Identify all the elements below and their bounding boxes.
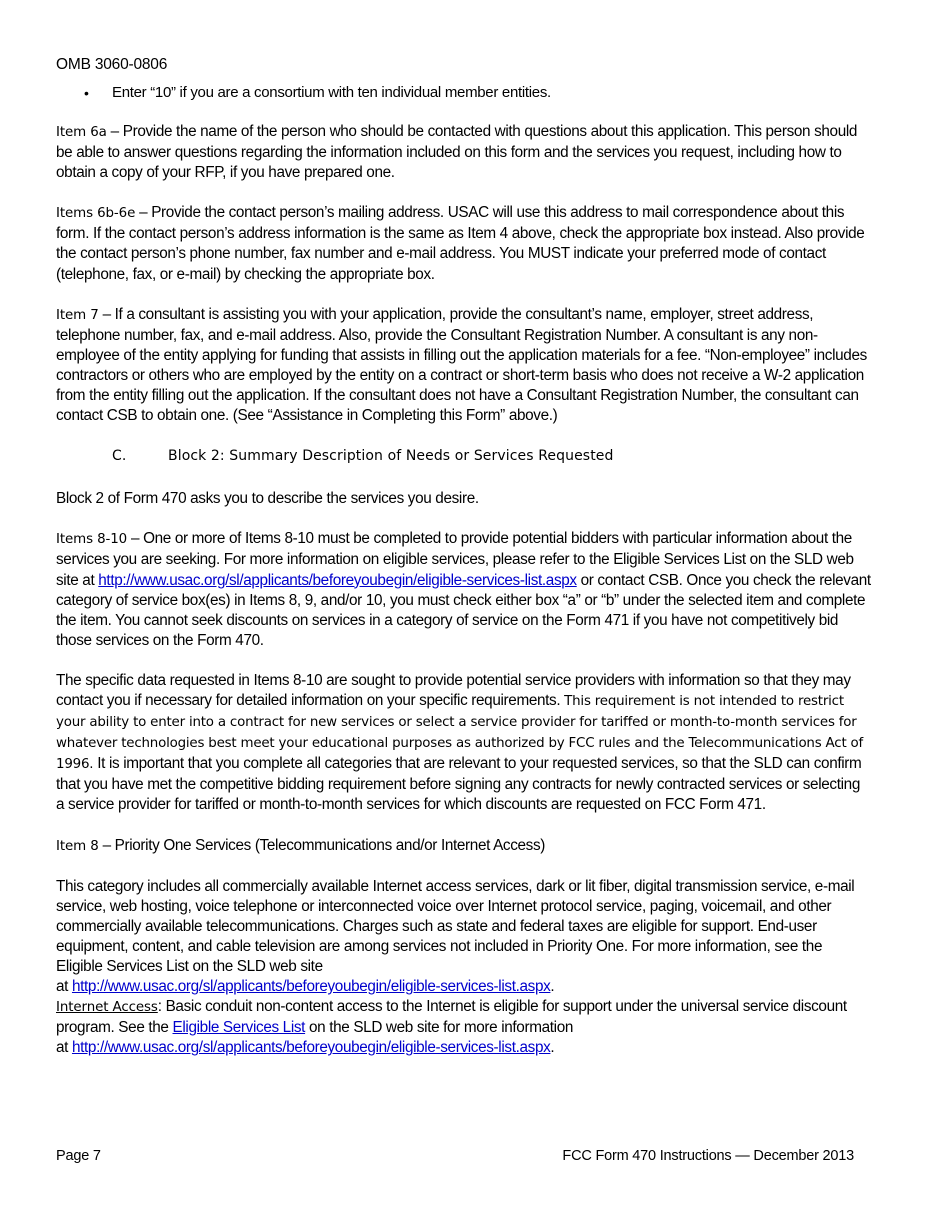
item-8-text: – Priority One Services (Telecommunications and/or Internet Access): [98, 836, 546, 854]
category-paragraph: [56, 877, 871, 998]
items-8-10-text-2: or contact CSB. Once you check the relevant category of service box(es) in Items 8, 9, and/or 10, you must check either box “a” or “b” under the selected item and complete the item. You cannot seek discounts on services in a category of service on the Form 471 if you have not competitively bid those services on the Form 470.: [56, 571, 871, 649]
internet-access-paragraph: [56, 997, 871, 1058]
page-footer: [56, 1146, 854, 1166]
eligible-services-list-link[interactable]: Eligible Services List: [172, 1019, 306, 1037]
category-end: .: [550, 978, 555, 996]
item-6a-text: – Provide the name of the person who should be contacted with questions about this application. This person should be able to answer questions regarding the information included on this form and the services you request, including how to obtain a copy of your RFP, if you have prepared one.: [56, 123, 858, 182]
eligible-services-link[interactable]: http://www.usac.org/sl/applicants/beforeyoubegin/eligible-services-list.aspx: [98, 571, 577, 589]
items-6b-6e-text: – Provide the contact person’s mailing address. USAC will use this address to mail correspondence about this form. If the contact person’s address information is the same as Item 4 above, check the appropriate box instead. Also provide the contact person’s phone number, fax number and e-mail address. You MUST indicate your preferred mode of contact (telephone, fax, or e-mail) by checking the appropriate box.: [56, 204, 865, 283]
specific-data-text-2: It is important that you complete all categories that are relevant to your requested services, so that the SLD can confirm that you have met the competitive bidding requirement before signing any contracts for newly contracted services or selecting a service provider for tariffed or month-to-month services for which discounts are requested on FCC Form 471.: [56, 755, 862, 814]
items-8-10-term: Items 8-10: [56, 532, 128, 548]
section-title: Block 2: Summary Description of Needs or Services Requested: [168, 448, 614, 465]
items-6b-6e-paragraph: [56, 203, 871, 284]
category-at: at: [56, 978, 72, 996]
internet-access-text-2: on the SLD web site for more information: [305, 1019, 574, 1037]
item-7-paragraph: [56, 305, 871, 427]
internet-access-at: at: [56, 1039, 72, 1057]
specific-data-requirement: This requirement is not intended to restrict your ability to enter into a contract for new services or select a service provider for tariffed or month-to-month services for whatever technologies best meet your educational purposes as authorized by FCC rules and the Telecommunications Act of 1996.: [56, 693, 864, 773]
bullet-dot-icon: •: [84, 85, 89, 101]
item-7-term: Item 7: [56, 307, 99, 323]
page-number: Page 7: [56, 1148, 101, 1164]
internet-access-url-link[interactable]: http://www.usac.org/sl/applicants/beforeyoubegin/eligible-services-list.aspx: [71, 1039, 551, 1057]
specific-data-text-1: The specific data requested in Items 8-10 are sought to provide potential service providers with information so that they may contact you if necessary for detailed information on your specific requirements.: [56, 671, 851, 709]
internet-access-text-1: : Basic conduit non-content access to the Internet is eligible for support under the universal service discount program. See the: [56, 998, 847, 1037]
items-6b-6e-term: Items 6b-6e: [56, 206, 136, 222]
item-7-text: – If a consultant is assisting you with your application, provide the consultant’s name, employer, street address, telephone number, fax, and e-mail address. Also, provide the Consultant Registration Number. A consultant is any non-employee of the entity applying for funding that assists in filling out the application materials for a fee. “Non-employee” includes contractors or others who are employed by the entity on a contract or short-term basis who does not receive a W-2 application from the entity filling out the application. If the consultant does not have a Consultant Registration Number, the consultant can contact CSB to obtain one. (See “Assistance in Completing this Form” above.): [56, 305, 867, 425]
specific-data-paragraph: [56, 671, 871, 816]
omb-number: OMB 3060-0806: [56, 56, 168, 73]
footer-title: FCC Form 470 Instructions — December 2013: [562, 1148, 854, 1164]
bullet-text: Enter “10” if you are a consortium with ten individual member entities.: [112, 84, 551, 101]
bullet-item: [56, 83, 871, 103]
block-2-intro: Block 2 of Form 470 asks you to describe the services you desire.: [56, 490, 479, 508]
section-letter: C.: [112, 448, 127, 465]
internet-access-end: .: [550, 1039, 555, 1057]
category-text: This category includes all commercially available Internet access services, dark or lit fiber, digital transmission service, e-mail service, web hosting, voice telephone or interconnected voice over Internet protocol service, paging, voicemail, and other commercially available telecommunications. Charges such as state and federal taxes are eligible for support. End-user equipment, content, and cable television are among services not included in Priority One. For more information, see the Eligible Services List on the SLD web site: [56, 877, 855, 975]
item-8-paragraph: [56, 836, 871, 857]
items-8-10-paragraph: [56, 529, 871, 651]
section-c-heading: [112, 446, 871, 466]
item-6a-term: Item 6a: [56, 125, 107, 140]
item-6a-paragraph: [56, 122, 871, 183]
internet-access-term: Internet Access: [56, 1000, 158, 1016]
items-8-10-text-1: – One or more of Items 8-10 must be completed to provide potential bidders with particular information about the services you are seeking. For more information on eligible services, please refer to the Eligible Services List on the SLD web site at: [56, 530, 854, 589]
item-8-term: Item 8: [56, 838, 99, 854]
category-eligible-services-link[interactable]: http://www.usac.org/sl/applicants/beforeyoubegin/eligible-services-list.aspx: [71, 978, 551, 996]
document-page: [56, 55, 871, 1078]
